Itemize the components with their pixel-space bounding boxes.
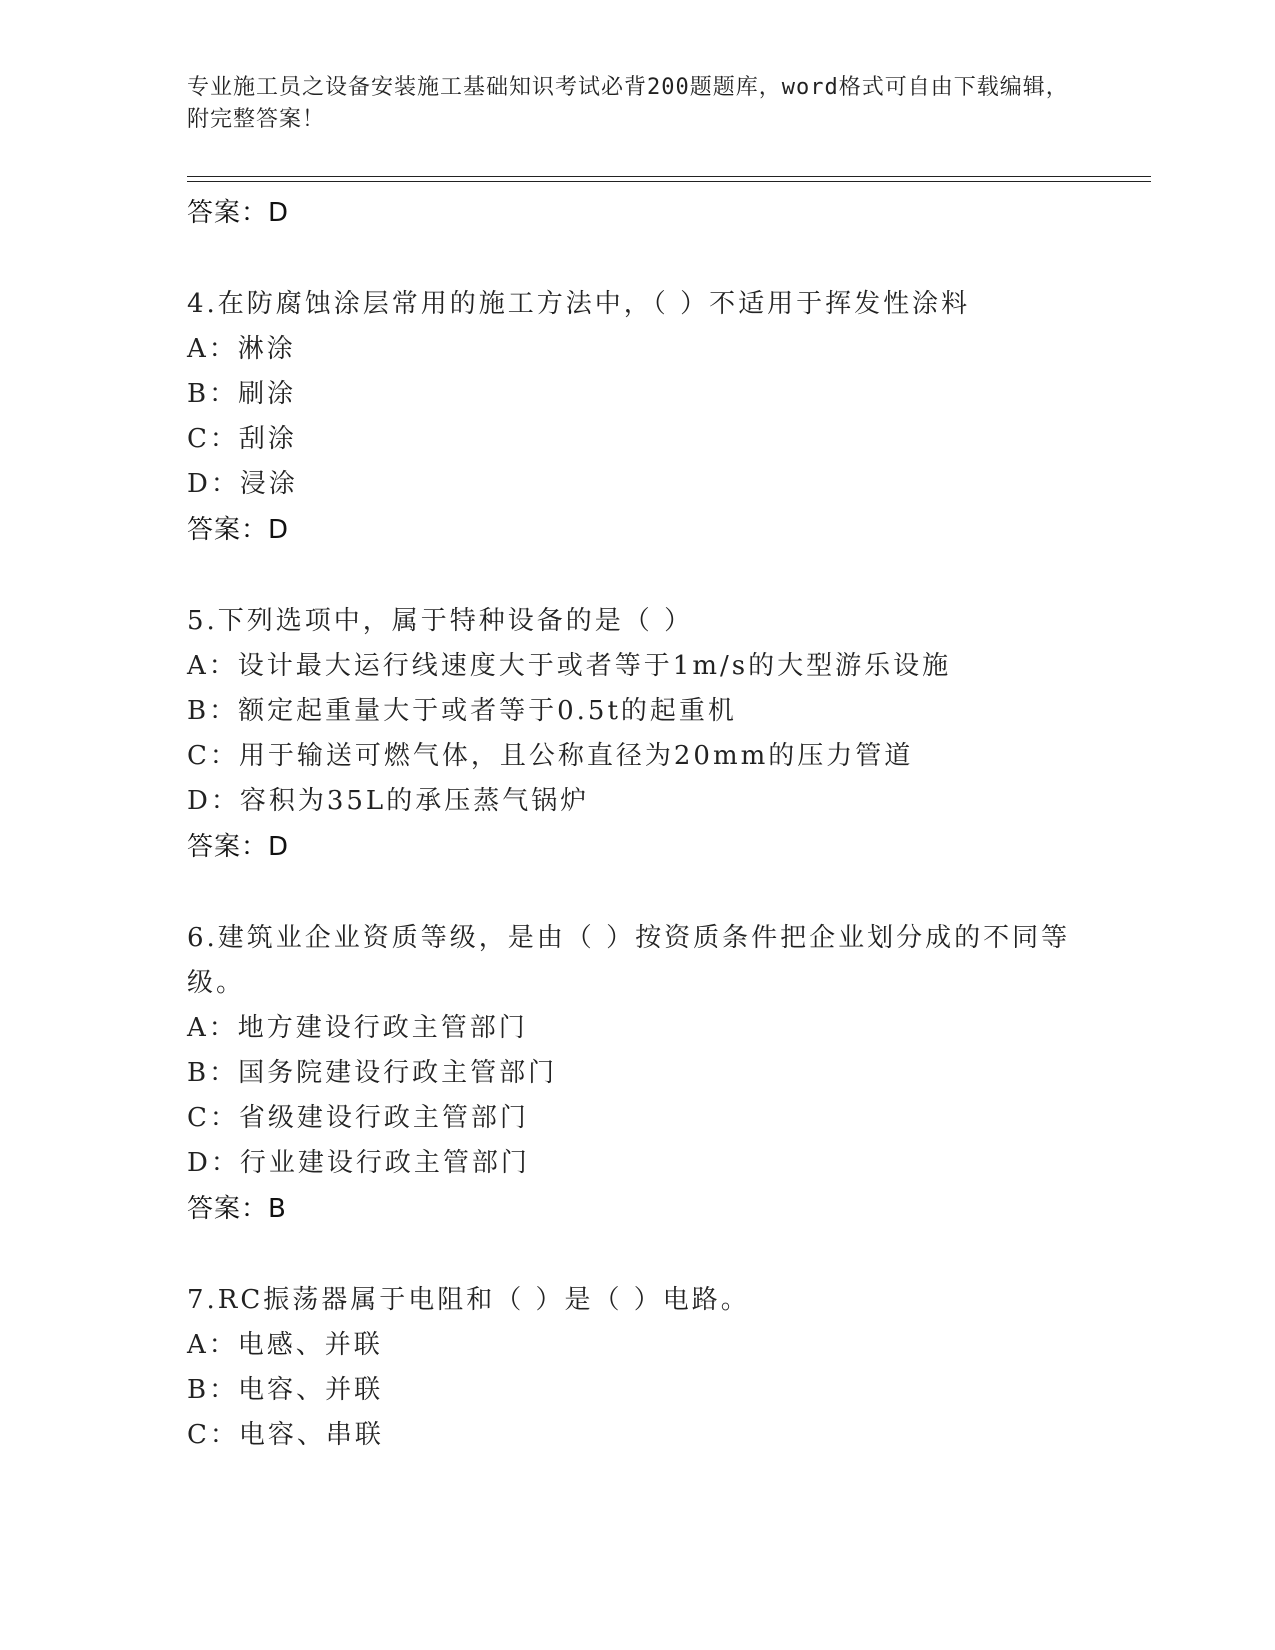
option-a: A：淋涂	[187, 334, 296, 364]
question-text: 5.下列选项中，属于特种设备的是（ ）	[187, 606, 694, 636]
option-a: A：电感、并联	[187, 1330, 383, 1360]
option-c: C：用于输送可燃气体，且公称直径为20mm的压力管道	[187, 741, 914, 771]
question-text: 6.建筑业企业资质等级，是由（ ）按资质条件把企业划分成的不同等级。	[187, 923, 1071, 998]
document-header: 专业施工员之设备安装施工基础知识考试必背200题题库，word格式可自由下载编辑，附完整答案！	[187, 75, 1069, 132]
question-text: 4.在防腐蚀涂层常用的施工方法中，（ ）不适用于挥发性涂料	[187, 289, 971, 319]
option-d: D：容积为35L的承压蒸气锅炉	[187, 786, 590, 816]
header-divider	[187, 176, 1151, 177]
option-c: C：电容、串联	[187, 1420, 384, 1450]
paragraph-spacer	[187, 553, 1087, 599]
option-d: D：行业建设行政主管部门	[187, 1148, 530, 1178]
paragraph-spacer	[187, 236, 1087, 282]
answer-line: 答案：B	[187, 1194, 287, 1224]
question-4	[187, 282, 1087, 553]
question-6	[187, 916, 1087, 1232]
option-b: B：额定起重量大于或者等于0.5t的起重机	[187, 696, 737, 726]
option-c: C：省级建设行政主管部门	[187, 1103, 529, 1133]
option-b: B：刷涂	[187, 379, 297, 409]
paragraph-spacer	[187, 1232, 1087, 1278]
question-7	[187, 1278, 1087, 1458]
question-5	[187, 599, 1087, 870]
document-body	[187, 190, 1087, 1458]
option-b: B：电容、并联	[187, 1375, 384, 1405]
answer-line: 答案：D	[187, 198, 290, 228]
option-d: D：浸涂	[187, 469, 298, 499]
answer-line: 答案：D	[187, 832, 290, 862]
option-a: A：地方建设行政主管部门	[187, 1013, 528, 1043]
header-divider-secondary	[187, 181, 1151, 182]
option-b: B：国务院建设行政主管部门	[187, 1058, 558, 1088]
question-text: 7.RC振荡器属于电阻和（ ）是（ ）电路。	[187, 1285, 750, 1315]
paragraph-spacer	[187, 870, 1087, 916]
answer-line: 答案：D	[187, 515, 290, 545]
option-c: C：刮涂	[187, 424, 297, 454]
option-a: A：设计最大运行线速度大于或者等于1m/s的大型游乐设施	[187, 651, 952, 681]
